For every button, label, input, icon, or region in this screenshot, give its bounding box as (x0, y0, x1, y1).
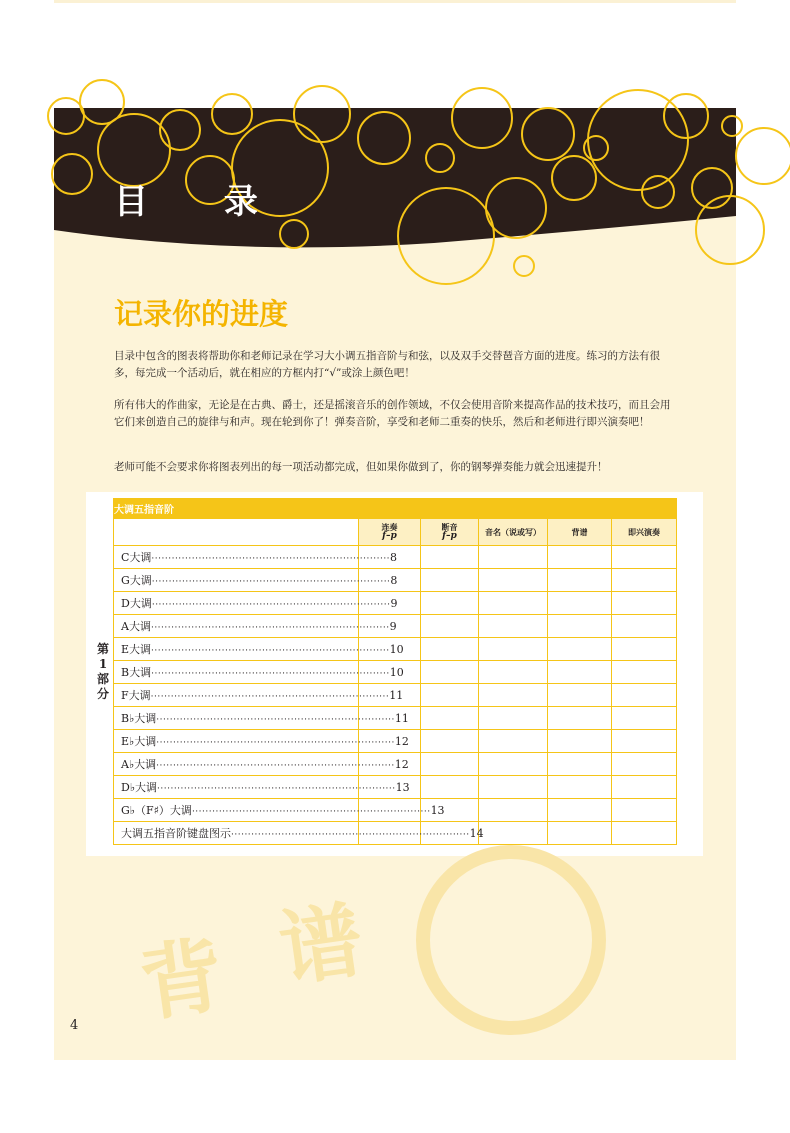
page-ref: 14 (469, 827, 484, 840)
page-ref: 13 (430, 804, 445, 817)
page-ref: 10 (389, 643, 404, 656)
section-title: 记录你的进度 (114, 297, 289, 331)
page-heading: 目 录 (114, 182, 290, 222)
scale-item (114, 799, 445, 822)
progress-chart (86, 492, 703, 856)
checkbox-cell[interactable] (612, 569, 677, 592)
checkbox-cell[interactable] (421, 638, 479, 661)
scale-name: E♭大调 (121, 735, 157, 748)
checkbox-cell[interactable] (612, 661, 677, 684)
scale-name: C大调 (121, 551, 152, 564)
table-row (114, 684, 677, 707)
header-legato: 连奏 f–p (359, 519, 421, 546)
scale-item (114, 615, 397, 638)
scale-item (114, 546, 398, 569)
checkbox-cell[interactable] (548, 684, 612, 707)
page-ref: 8 (390, 551, 398, 564)
checkbox-cell[interactable] (421, 569, 479, 592)
checkbox-cell[interactable] (479, 799, 548, 822)
page-ref: 9 (389, 620, 397, 633)
scale-item (114, 730, 409, 753)
checkbox-cell[interactable] (479, 615, 548, 638)
checkbox-cell[interactable] (612, 638, 677, 661)
checkbox-cell[interactable] (548, 822, 612, 845)
scale-item (114, 569, 398, 592)
scale-name: G大调 (121, 574, 152, 587)
checkbox-cell[interactable] (612, 753, 677, 776)
page-ref: 13 (395, 781, 410, 794)
leader-dots: ······································································· (151, 669, 390, 679)
table-row (114, 799, 677, 822)
page-ref: 12 (394, 758, 409, 771)
page-ref: 11 (389, 689, 404, 702)
page-ref: 11 (394, 712, 409, 725)
checkbox-cell[interactable] (612, 615, 677, 638)
checkbox-cell[interactable] (612, 707, 677, 730)
scale-name: E大调 (121, 643, 152, 656)
leader-dots: ······································································· (151, 600, 391, 610)
leader-dots: ······································································· (151, 577, 391, 587)
table-header-row (114, 519, 677, 546)
table-row (114, 661, 677, 684)
table-row (114, 569, 677, 592)
checkbox-cell[interactable] (612, 592, 677, 615)
scale-name: A大调 (121, 620, 151, 633)
header-improvise: 即兴演奏 (612, 519, 677, 546)
checkbox-cell[interactable] (548, 592, 612, 615)
checkbox-cell[interactable] (612, 776, 677, 799)
table-row (114, 615, 677, 638)
intro-paragraph-2: 所有伟大的作曲家，无论是在古典、爵士，还是摇滚音乐的创作领域，不仅会使用音阶来提高作品的技术技巧，而且会用它们来创造自己的旋律与和声。现在轮到你了！弹奏音阶，享受和老师二重奏的快乐，然后和老师进行即兴演奏吧！ (114, 399, 671, 428)
checkbox-cell[interactable] (479, 753, 548, 776)
page-ref: 8 (390, 574, 398, 587)
page-ref: 10 (389, 666, 404, 679)
leader-dots: ······································································· (231, 830, 470, 840)
part-label: 第 1 部 分 (96, 642, 109, 701)
checkbox-cell[interactable] (479, 638, 548, 661)
leader-dots: ······································································· (191, 807, 431, 817)
top-edge-strip (54, 0, 736, 3)
leader-dots: ······································································· (150, 692, 390, 702)
checkbox-cell[interactable] (612, 684, 677, 707)
scale-name: D♭大调 (121, 781, 158, 794)
checkbox-cell[interactable] (479, 730, 548, 753)
header-note-names: 音名（说或写） (479, 519, 548, 546)
scale-name: B大调 (121, 666, 152, 679)
checkbox-cell[interactable] (548, 638, 612, 661)
leader-dots: ······································································· (150, 623, 390, 633)
page-number: 4 (70, 1018, 79, 1033)
header-memorize: 背谱 (548, 519, 612, 546)
table-row (114, 753, 677, 776)
watermark-char-1: 背 (134, 927, 230, 1034)
checkbox-cell[interactable] (421, 546, 479, 569)
checkbox-cell[interactable] (421, 661, 479, 684)
checkbox-cell[interactable] (479, 569, 548, 592)
scale-name: 大调五指音阶键盘图示 (121, 827, 231, 840)
checkbox-cell[interactable] (421, 730, 479, 753)
leader-dots: ······································································· (156, 761, 395, 771)
intro-paragraph-3: 老师可能不会要求你将图表列出的每一项活动都完成，但如果你做到了，你的钢琴弹奏能力就会迅速提升！ (114, 461, 608, 473)
page-ref: 12 (394, 735, 409, 748)
scale-name: F大调 (121, 689, 151, 702)
intro-paragraph-1: 目录中包含的图表将帮助你和老师记录在学习大小调五指音阶与和弦，以及双手交替琶音方面的进度。练习的方法有很多，每完成一个活动后，就在相应的方框内打“√”或涂上颜色吧！ (114, 350, 660, 379)
table-row (114, 776, 677, 799)
checkbox-cell[interactable] (612, 546, 677, 569)
checkbox-cell[interactable] (548, 569, 612, 592)
checkbox-cell[interactable] (421, 684, 479, 707)
checkbox-cell[interactable] (548, 707, 612, 730)
checkbox-cell[interactable] (479, 661, 548, 684)
checkbox-cell[interactable] (479, 684, 548, 707)
checkbox-cell[interactable] (479, 592, 548, 615)
watermark-circle-icon (423, 852, 599, 1028)
checkbox-cell[interactable] (479, 776, 548, 799)
table-caption: 大调五指音阶 (114, 499, 677, 519)
table-row (114, 638, 677, 661)
watermark-char-2: 谱 (274, 893, 369, 999)
checkbox-cell[interactable] (548, 753, 612, 776)
leader-dots: ······································································· (157, 784, 396, 794)
checkbox-cell[interactable] (548, 799, 612, 822)
scale-progress-table (113, 498, 677, 845)
scale-item (114, 592, 398, 615)
checkbox-cell[interactable] (612, 822, 677, 845)
header-blank (114, 519, 359, 546)
checkbox-cell[interactable] (421, 615, 479, 638)
checkbox-cell[interactable] (612, 799, 677, 822)
checkbox-cell[interactable] (479, 546, 548, 569)
table-row (114, 707, 677, 730)
scale-item (114, 776, 410, 799)
leader-dots: ······································································· (156, 715, 395, 725)
checkbox-cell[interactable] (421, 592, 479, 615)
header-staccato: 断音 f–p (421, 519, 479, 546)
scale-name: A♭大调 (121, 758, 157, 771)
checkbox-cell[interactable] (548, 661, 612, 684)
checkbox-cell[interactable] (479, 707, 548, 730)
scale-name: D大调 (121, 597, 152, 610)
scale-item (114, 638, 404, 661)
leader-dots: ······································································· (151, 646, 390, 656)
scale-item (114, 661, 404, 684)
scale-name: B♭大调 (121, 712, 157, 725)
checkbox-cell[interactable] (421, 776, 479, 799)
page (54, 108, 736, 1060)
page-ref: 9 (390, 597, 398, 610)
leader-dots: ······································································· (151, 554, 391, 564)
checkbox-cell[interactable] (548, 546, 612, 569)
scale-name: G♭（F♯）大调 (121, 804, 192, 817)
checkbox-cell[interactable] (548, 776, 612, 799)
table-row (114, 730, 677, 753)
table-row (114, 822, 677, 845)
scale-item (114, 684, 404, 707)
scale-item (114, 822, 484, 845)
checkbox-cell[interactable] (548, 730, 612, 753)
scale-item (114, 753, 409, 776)
table-row (114, 546, 677, 569)
scale-item (114, 707, 409, 730)
checkbox-cell[interactable] (421, 707, 479, 730)
checkbox-cell[interactable] (421, 753, 479, 776)
table-row (114, 592, 677, 615)
leader-dots: ······································································· (156, 738, 395, 748)
checkbox-cell[interactable] (612, 730, 677, 753)
watermark (54, 848, 736, 1060)
checkbox-cell[interactable] (548, 615, 612, 638)
